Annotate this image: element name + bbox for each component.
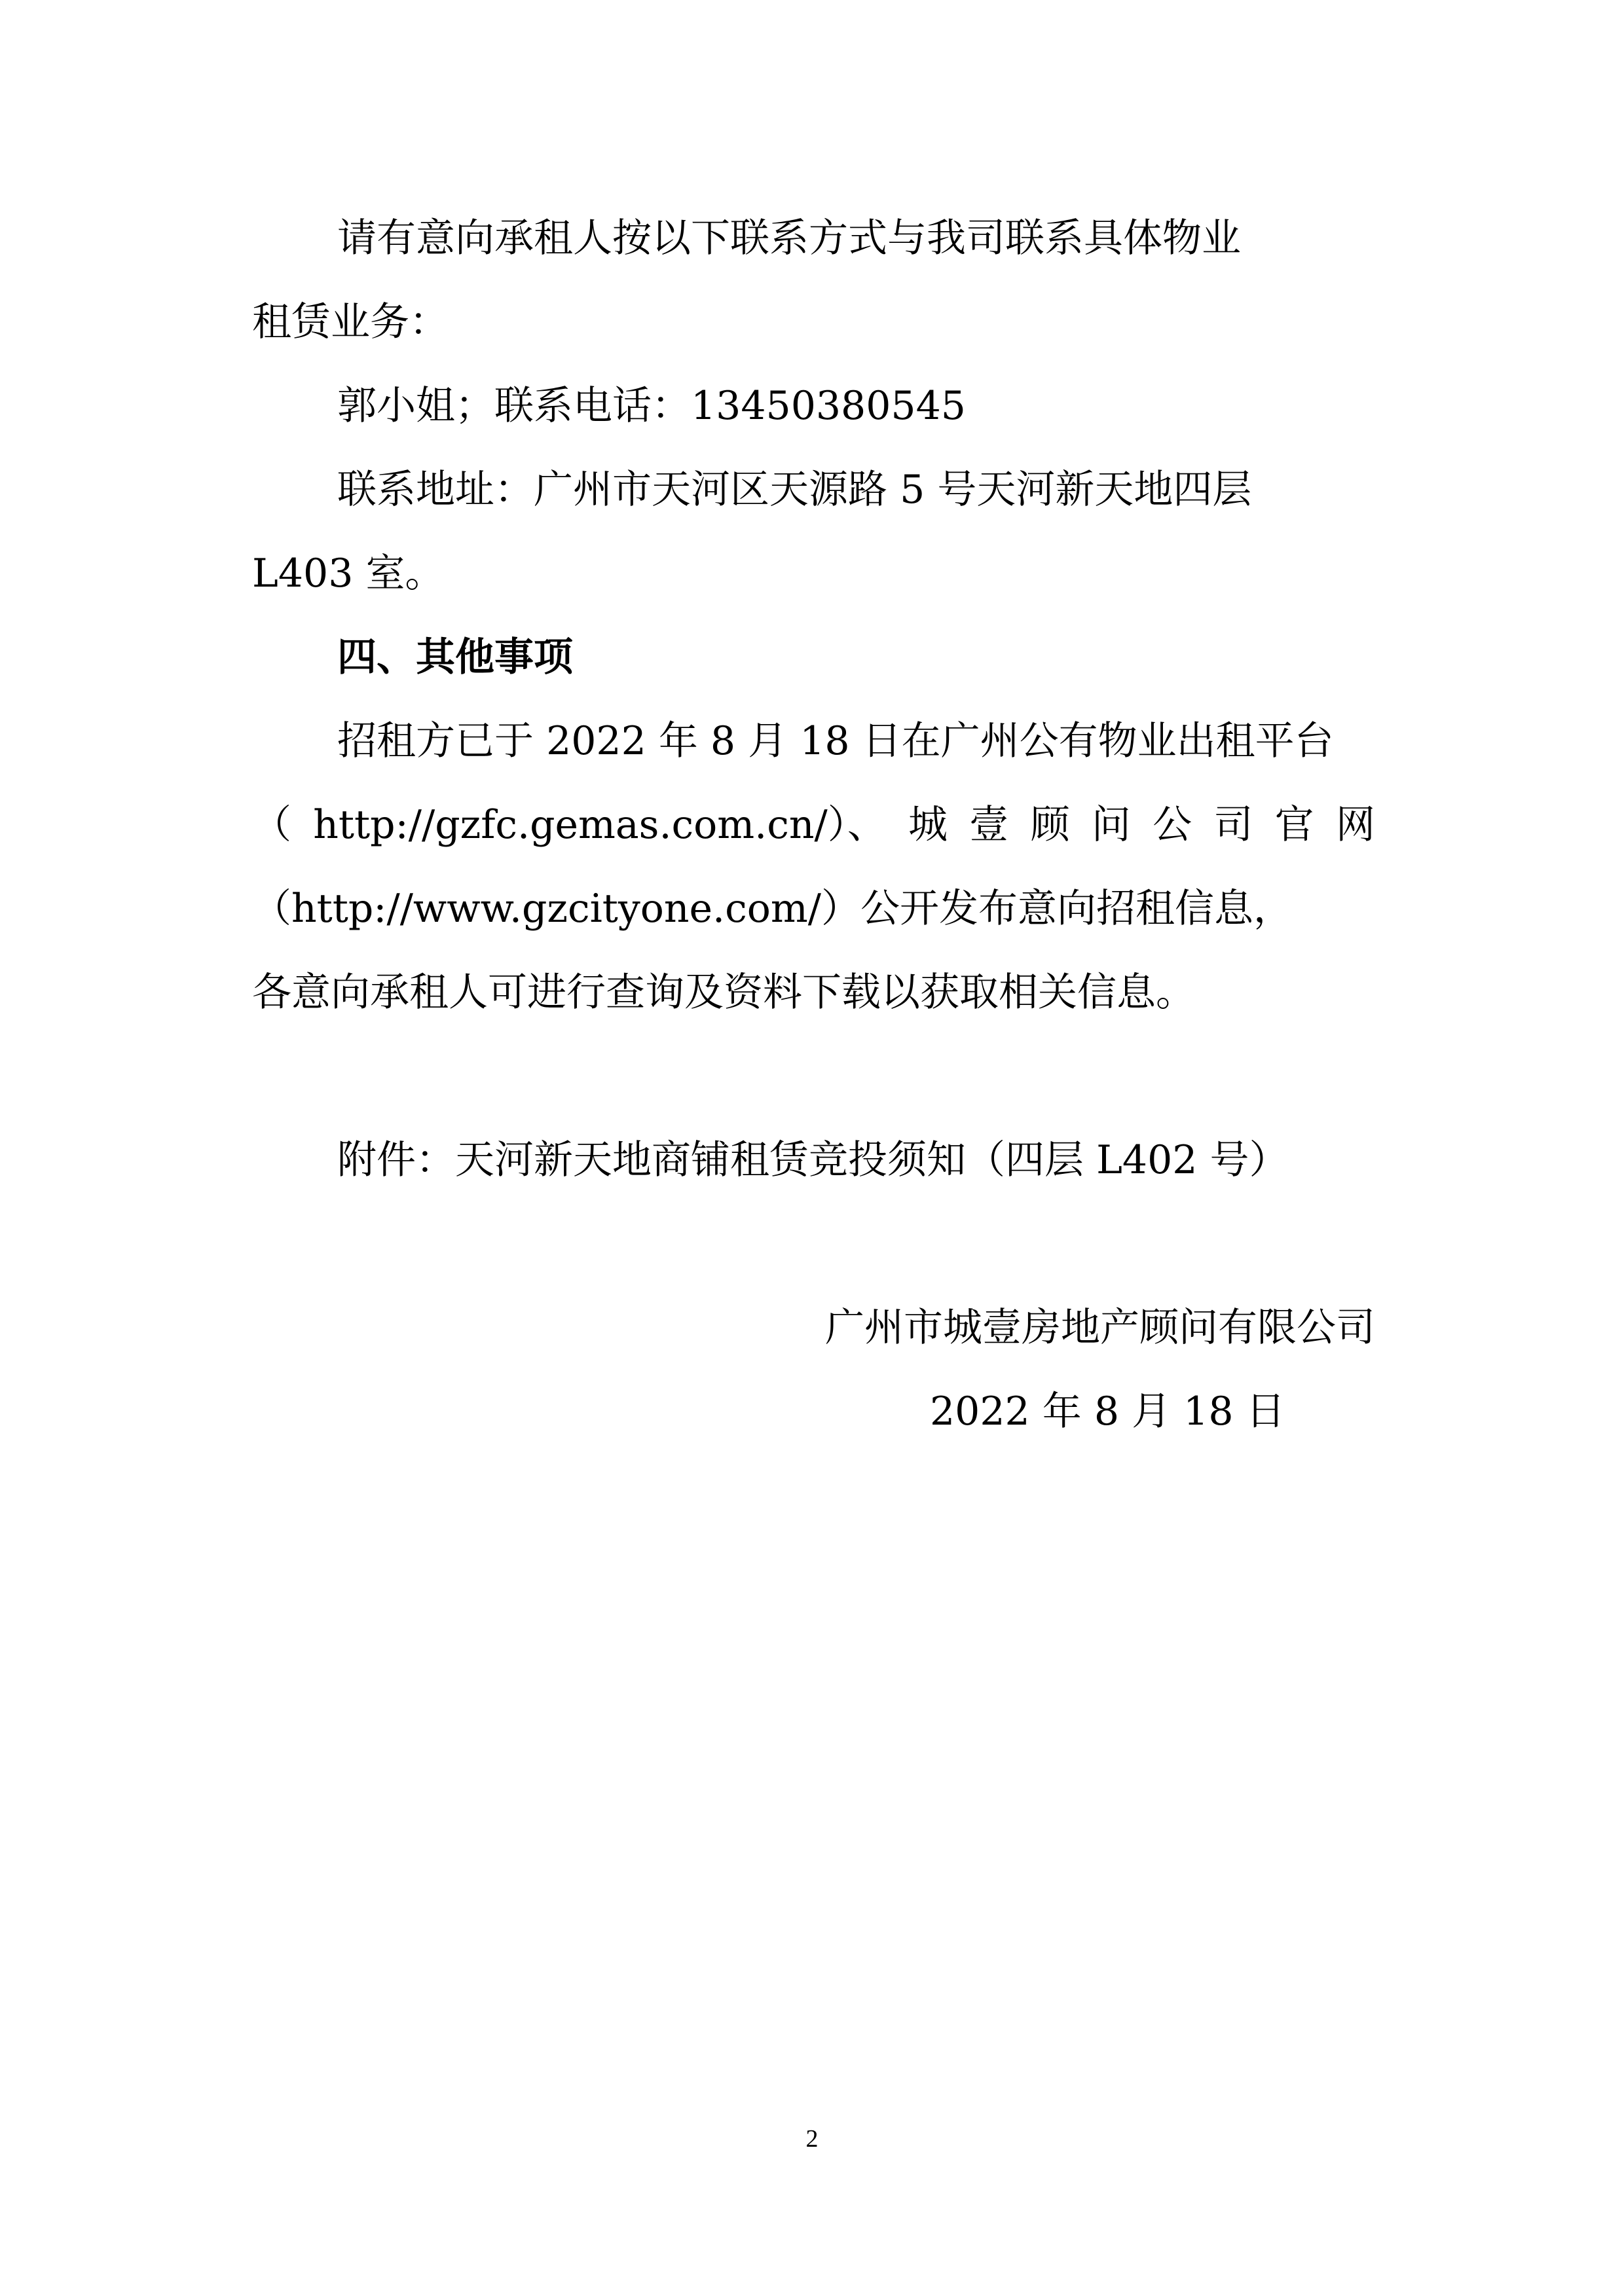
contact-intro-line-2: 租赁业务： <box>252 299 449 345</box>
other-matters-line-2 <box>252 801 1375 848</box>
contact-address-line-2: L403 室。 <box>252 551 445 596</box>
page-number: 2 <box>805 2125 819 2153</box>
other-matters-line-3: （http://www.gzcityone.com/）公开发布意向招租信息， <box>252 886 1293 932</box>
text-segment: 司 <box>1213 802 1253 848</box>
text-segment: 问 <box>1091 802 1131 848</box>
other-matters-line-1: 招租方已于 2022 年 8 月 18 日在广州公有物业出租平台 <box>337 718 1334 764</box>
contact-address-line-1: 联系地址：广州市天河区天源路 5 号天河新天地四层 <box>337 467 1252 513</box>
text-segment: 顾 <box>1030 802 1070 848</box>
text-segment: 公 <box>1153 802 1192 848</box>
text-segment: 城 <box>908 802 948 848</box>
text-segment: 官 <box>1274 802 1314 848</box>
text-segment: 壹 <box>969 802 1009 848</box>
signature-company: 广州市城壹房地产顾问有限公司 <box>825 1305 1375 1351</box>
text-segment: 网 <box>1335 802 1375 848</box>
contact-intro-line-1: 请有意向承租人按以下联系方式与我司联系具体物业 <box>337 215 1241 261</box>
signature-date: 2022 年 8 月 18 日 <box>930 1389 1285 1434</box>
other-matters-line-4: 各意向承租人可进行查询及资料下载以获取相关信息。 <box>252 970 1195 1015</box>
section-heading: 四、其他事项 <box>337 634 573 680</box>
contact-phone: 郭小姐；联系电话：13450380545 <box>337 383 966 429</box>
url-link-gzfc: http://gzfc.gemas.com.cn/）、 <box>313 802 887 848</box>
text-segment: （ <box>252 802 291 848</box>
attachment-note: 附件：天河新天地商铺租赁竞投须知（四层 L402 号） <box>337 1137 1289 1183</box>
